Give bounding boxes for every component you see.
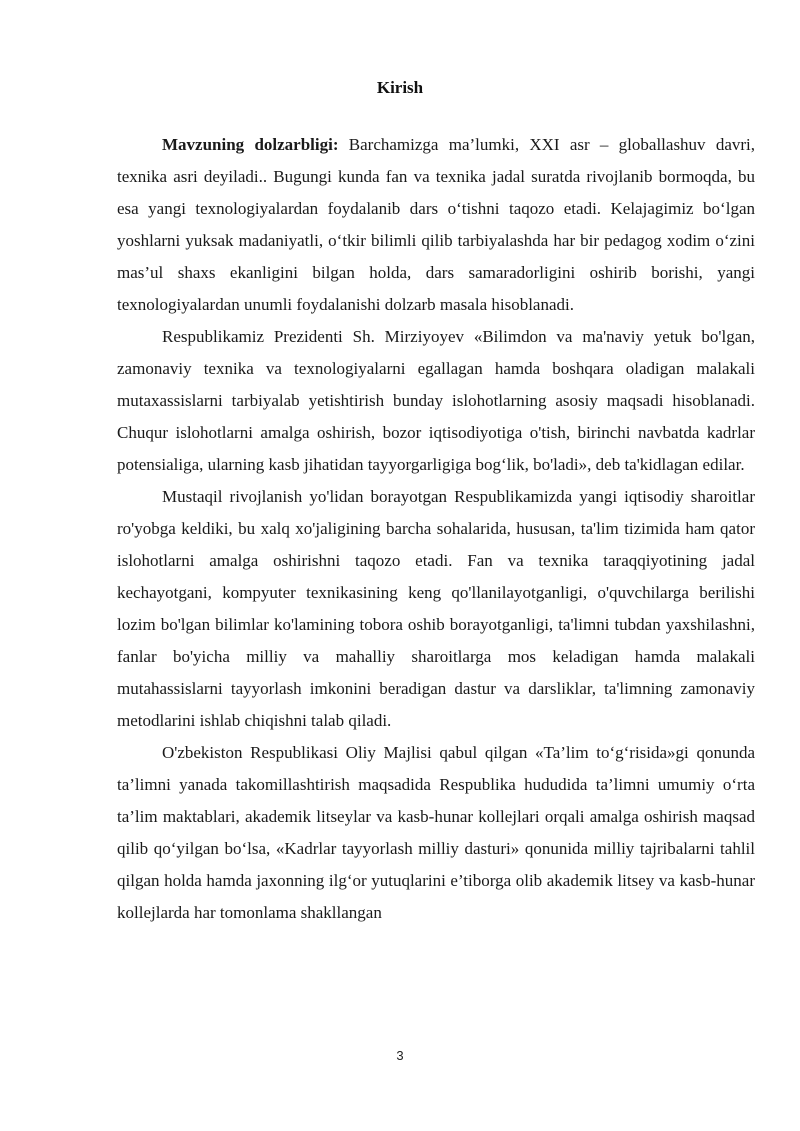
paragraph [117, 129, 755, 321]
paragraph: Respublikamiz Prezidenti Sh. Mirziyoyev «Bilimdon va ma'naviy yetuk bo'lgan, zamonaviy texnika va texnologiyalarni egallagan hamda boshqara oladigan malakali mutaxassislarni tarbiyalab yetishtirish bunday islohotlarning asosiy maqsadi hisoblanadi. Chuqur islohotlarni amalga oshirish, bozor iqtisodiyotiga o'tish, birinchi navbatda kadrlar potensialiga, ularning kasb jihatidan tayyorgarligiga bog‘lik, bo'ladi», deb ta'kidlagan edilar. [117, 327, 755, 474]
paragraph: O'zbekiston Respublikasi Oliy Majlisi qabul qilgan «Ta’lim to‘g‘risida»gi qonunda ta’limni yanada takomillashtirish maqsadida Respublika hududida ta’limni umumiy o‘rta ta’lim maktablari, akademik litseylar va kasb-hunar kollejlari orqali amalga oshirish maqsad qilib qo‘yilgan bo‘lsa, «Kadrlar tayyorlash milliy dasturi» qonunida milliy tajribalarni tahlil qilgan holda hamda jaxonning ilg‘or yutuqlarini e’tiborga olib akademik litsey va kasb-hunar kollejlarda har tomonlama shakllangan [117, 743, 755, 922]
paragraph-lead: Mavzuning dolzarbligi: [162, 135, 339, 154]
paragraph: Mustaqil rivojlanish yo'lidan borayotgan Respublikamizda yangi iqtisodiy sharoitlar ro'yobga keldiki, bu xalq xo'jaligining barcha sohalarida, hususan, ta'lim tizimida ham qator islohotlarni amalga oshirishni taqozo etadi. Fan va texnika taraqqiyotining jadal kechayotgani, kompyuter texnikasining keng qo'llanilayotganligi, o'quvchilarga berilishi lozim bo'lgan bilimlar ko'lamining tobora oshib borayotganligi, ta'limni tubdan yaxshilashni, fanlar bo'yicha milliy va mahalliy sharoitlarga mos keladigan hamda malakali mutahassislarni tayyorlash imkonini beradigan dastur va darsliklar, ta'limning zamonaviy metodlarini ishlab chiqishni talab qiladi. [117, 487, 755, 730]
paragraph-text: Barchamizga ma’lumki, XXI asr – globallashuv davri, texnika asri deyiladi.. Bugungi kunda fan va texnika jadal suratda rivojlanib bormoqda, bu esa yangi texnologiyalardan foydalanib dars o‘tishni taqozo etadi. Kelajagimiz bo‘lgan yoshlarni yuksak madaniyatli, o‘tkir bilimli qilib tarbiyalashda har bir pedagog xodim o‘zini mas’ul shaxs ekanligini bilgan holda, dars samaradorligini oshirib borishi, yangi texnologiyalardan unumli foydalanishi dolzarb masala hisoblanadi. [117, 135, 756, 314]
document-body [117, 129, 755, 929]
page-number: 3 [396, 1048, 404, 1063]
page-title: Kirish [376, 78, 424, 97]
